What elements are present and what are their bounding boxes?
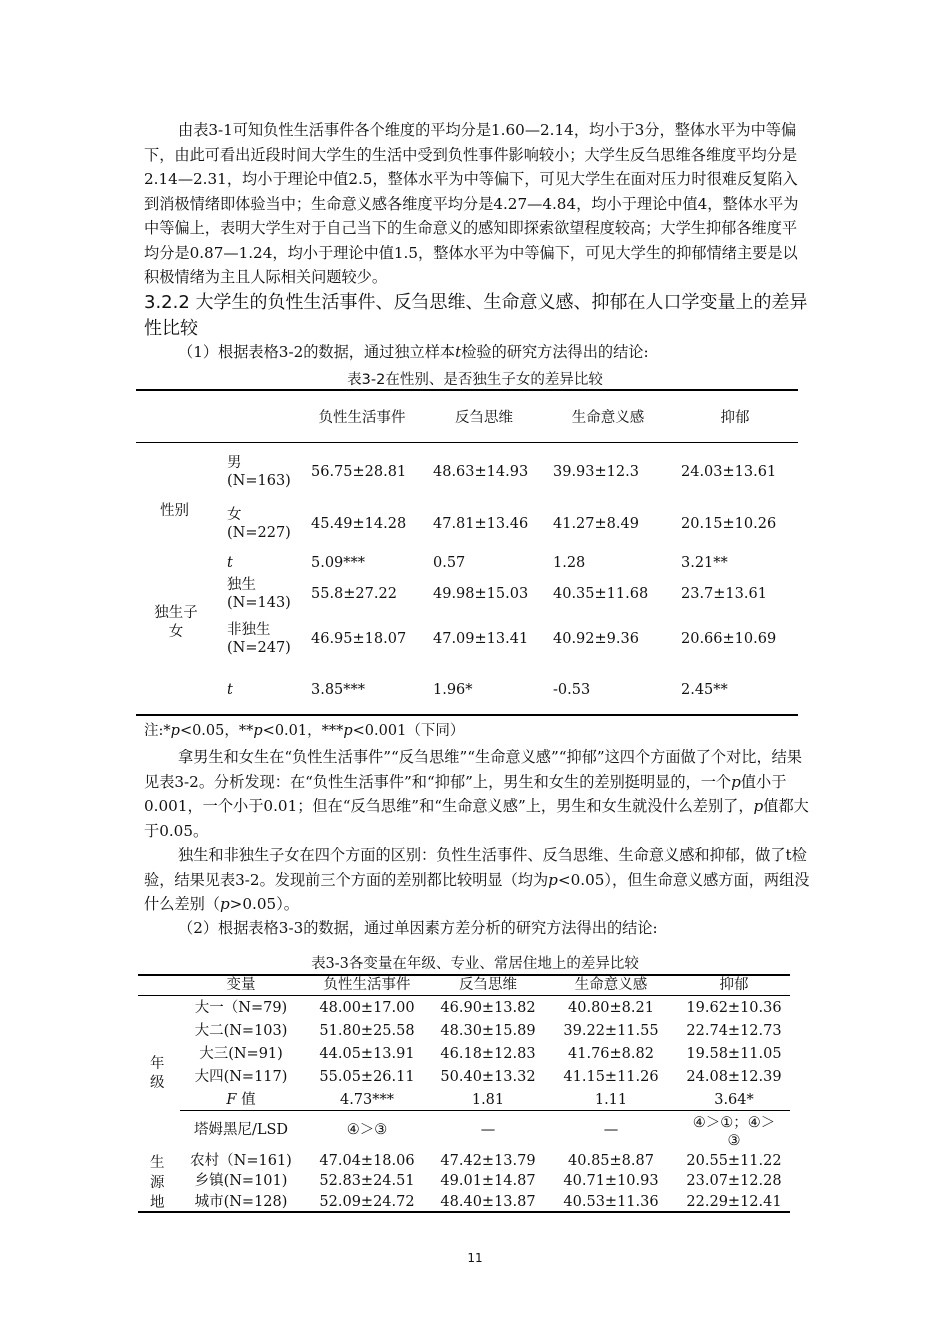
table1-cell: 55.8±27.22 xyxy=(311,586,397,602)
table1-cell: 20.15±10.26 xyxy=(681,516,777,532)
table2-row-label: 农村（N=161) xyxy=(190,1153,292,1169)
table2-cell: 24.08±12.39 xyxy=(686,1069,782,1085)
table1-cell: 3.85*** xyxy=(311,682,366,698)
table1-group-gender: 性别 xyxy=(160,503,189,519)
table1-cell: 39.93±12.3 xyxy=(553,464,639,480)
table2-row-label: 乡镇(N=101) xyxy=(194,1173,288,1189)
table2-header-cell: 负性生活事件 xyxy=(323,977,411,993)
table2-cell: 55.05±26.11 xyxy=(319,1069,415,1085)
table2-header-cell: 变量 xyxy=(226,977,256,993)
table1-caption: 表3-2在性别、是否独生子女的差异比较 xyxy=(347,372,603,388)
table2-cell: 52.09±24.72 xyxy=(319,1194,415,1210)
table2-cell: 23.07±12.28 xyxy=(686,1173,782,1189)
table2-cell: — xyxy=(480,1122,496,1138)
table2-header-cell: 反刍思维 xyxy=(459,977,517,993)
table2-cell: 51.80±25.58 xyxy=(319,1023,415,1039)
table2-cell: 41.15±11.26 xyxy=(563,1069,659,1085)
table2-cell: 1.81 xyxy=(471,1092,505,1108)
table1-cell: 56.75±28.81 xyxy=(311,464,407,480)
table2-cell: 19.62±10.36 xyxy=(686,1000,782,1016)
table1-intro: （1）根据表格3-2的数据，通过独立样本t检验的研究方法得出的结论: xyxy=(178,343,649,361)
table1-cell: -0.53 xyxy=(553,682,591,698)
table2-mid-rule xyxy=(180,1110,790,1111)
table1-cell: 1.28 xyxy=(553,555,586,571)
table1-row-label: 男 xyxy=(227,455,242,471)
table1-note: 注:*p<0.05，**p<0.01，***p<0.001（下同） xyxy=(144,723,465,739)
table2-cell: 50.40±13.32 xyxy=(440,1069,536,1085)
table2-row-label: F 值 xyxy=(226,1092,256,1108)
table2-cell: 40.71±10.93 xyxy=(563,1173,659,1189)
table2-cell: 46.90±13.82 xyxy=(440,1000,536,1016)
table2-cell: ④＞③ xyxy=(346,1122,388,1138)
table1-row-label: 非独生 xyxy=(227,622,271,638)
table1-cell: 24.03±13.61 xyxy=(681,464,777,480)
table2-cell: 41.76±8.82 xyxy=(568,1046,654,1062)
table1-cell: 49.98±15.03 xyxy=(433,586,529,602)
table2-header-cell: 生命意义感 xyxy=(574,977,648,993)
table1-row-n: (N=163) xyxy=(227,473,291,489)
table2-header-cell: 抑郁 xyxy=(719,977,749,993)
table1-cell: 20.66±10.69 xyxy=(681,631,777,647)
table1-cell: 2.45** xyxy=(681,682,728,698)
table2-cell: 19.58±11.05 xyxy=(686,1046,782,1062)
table2-cell: 48.00±17.00 xyxy=(319,1000,415,1016)
table2-row-label: 大四(N=117) xyxy=(194,1069,288,1085)
table1-cell: 5.09*** xyxy=(311,555,366,571)
table2-top-rule xyxy=(138,974,790,976)
table1-bottom-rule xyxy=(136,714,798,716)
table2-cell: 40.85±8.87 xyxy=(568,1153,654,1169)
table1-row-label: t xyxy=(227,682,233,698)
table1-row-n: (N=143) xyxy=(227,595,291,611)
table2-caption: 表3-3各变量在年级、专业、常居住地上的差异比较 xyxy=(311,956,639,972)
table2-bottom-rule xyxy=(138,1211,790,1213)
table1-header-cell: 负性生活事件 xyxy=(318,410,406,426)
table1-cell: 45.49±14.28 xyxy=(311,516,407,532)
section-heading: 3.2.2 大学生的负性生活事件、反刍思维、生命意义感、抑郁在人口学变量上的差异性比较 xyxy=(144,292,808,339)
table2-cell: 48.30±15.89 xyxy=(440,1023,536,1039)
table1-row-n: (N=247) xyxy=(227,640,291,656)
table1-row-label: 女 xyxy=(227,507,242,523)
table1-row-n: (N=227) xyxy=(227,525,291,541)
table2-cell: 49.01±14.87 xyxy=(440,1173,536,1189)
table2-cell: 20.55±11.22 xyxy=(686,1153,782,1169)
table2-group-grade: 年级 xyxy=(150,1056,165,1091)
table1-cell: 40.92±9.36 xyxy=(553,631,639,647)
table2-cell: ④＞①；④＞③ xyxy=(692,1115,776,1149)
table2-cell: 1.11 xyxy=(594,1092,628,1108)
table1-top-rule xyxy=(136,389,798,391)
table2-row-label: 塔姆黑尼/LSD xyxy=(193,1122,289,1138)
table1-cell: 47.81±13.46 xyxy=(433,516,529,532)
paragraph-summary: 由表3-1可知负性生活事件各个维度的平均分是1.60—2.14，均小于3分，整体水平为中等偏下，由此可看出近段时间大学生的生活中受到负性事件影响较小；大学生反刍思维各维度平均分是2.14—2.31，均小于理论中值2.5，整体水平为中等偏下，可见大学生在面对压力时很难反复陷入到消极情绪即体验当中；生命意义感各维度平均分是4.27—4.84，均小于理论中值4，整体水平为中等偏上，表明大学生对于自己当下的生命意义的感知即探索欲望程度较高；大学生抑郁各维度平均分是0.87—1.24，均小于理论中值1.5，整体水平为中等偏下，可见大学生的抑郁情绪主要是以积极情绪为主且人际相关问题较少。 xyxy=(144,121,799,286)
table2-cell: 4.73*** xyxy=(339,1092,395,1108)
table2-cell: — xyxy=(603,1122,619,1138)
page-number: 11 xyxy=(467,1251,483,1265)
table1-cell: 23.7±13.61 xyxy=(681,586,767,602)
table1-cell: 41.27±8.49 xyxy=(553,516,639,532)
table2-cell: 52.83±24.51 xyxy=(319,1173,415,1189)
table2-cell: 3.64* xyxy=(714,1092,754,1108)
table1-header-cell: 反刍思维 xyxy=(455,410,513,426)
table1-cell: 40.35±11.68 xyxy=(553,586,649,602)
table2-cell: 39.22±11.55 xyxy=(563,1023,659,1039)
table2-cell: 46.18±12.83 xyxy=(440,1046,536,1062)
table1-row-label: 独生 xyxy=(227,577,256,593)
paragraph-gender-analysis: 拿男生和女生在“负性生活事件”“反刍思维”“生命意义感”“抑郁”这四个方面做了个对比，结果见表3-2。分析发现：在“负性生活事件”和“抑郁”上，男生和女生的差别挺明显的，一个p值小于0.001，一个小于0.01；但在“反刍思维”和“生命意义感”上，男生和女生就没什么差别了，p值都大于0.05。 xyxy=(144,748,809,840)
table2-cell: 22.74±12.73 xyxy=(686,1023,782,1039)
table2-cell: 47.42±13.79 xyxy=(440,1153,536,1169)
table1-group-only-child: 独生子女 xyxy=(154,605,198,640)
table2-cell: 47.04±18.06 xyxy=(319,1153,415,1169)
table2-row-label: 城市(N=128) xyxy=(194,1194,288,1210)
table2-group-origin: 生源地 xyxy=(150,1155,165,1211)
table2-cell: 48.40±13.87 xyxy=(440,1194,536,1210)
table2-cell: 40.53±11.36 xyxy=(563,1194,659,1210)
table2-cell: 40.80±8.21 xyxy=(568,1000,654,1016)
table1-cell: 46.95±18.07 xyxy=(311,631,407,647)
table2-cell: 44.05±13.91 xyxy=(319,1046,415,1062)
table1-header-rule xyxy=(136,442,798,443)
table1-cell: 47.09±13.41 xyxy=(433,631,529,647)
table2-intro: （2）根据表格3-3的数据，通过单因素方差分析的研究方法得出的结论: xyxy=(178,919,658,937)
table1-row-label: t xyxy=(227,555,233,571)
table1-header-cell: 抑郁 xyxy=(720,410,750,426)
table2-row-label: 大三(N=91) xyxy=(199,1046,283,1062)
table1-cell: 0.57 xyxy=(433,555,466,571)
table2-row-label: 大一（N=79) xyxy=(194,1000,288,1016)
table2-row-label: 大二(N=103) xyxy=(194,1023,288,1039)
table1-cell: 1.96* xyxy=(433,682,473,698)
table2-cell: 22.29±12.41 xyxy=(686,1194,782,1210)
table1-header-cell: 生命意义感 xyxy=(571,410,645,426)
table1-cell: 48.63±14.93 xyxy=(433,464,529,480)
table1-cell: 3.21** xyxy=(681,555,728,571)
paragraph-only-child-analysis: 独生和非独生子女在四个方面的区别：负性生活事件、反刍思维、生命意义感和抑郁，做了t检验，结果见表3-2。发现前三个方面的差别都比较明显（均为p<0.05），但生命意义感方面，两组没什么差别（p>0.05）。 xyxy=(144,846,810,913)
table2-header-rule xyxy=(138,995,790,996)
